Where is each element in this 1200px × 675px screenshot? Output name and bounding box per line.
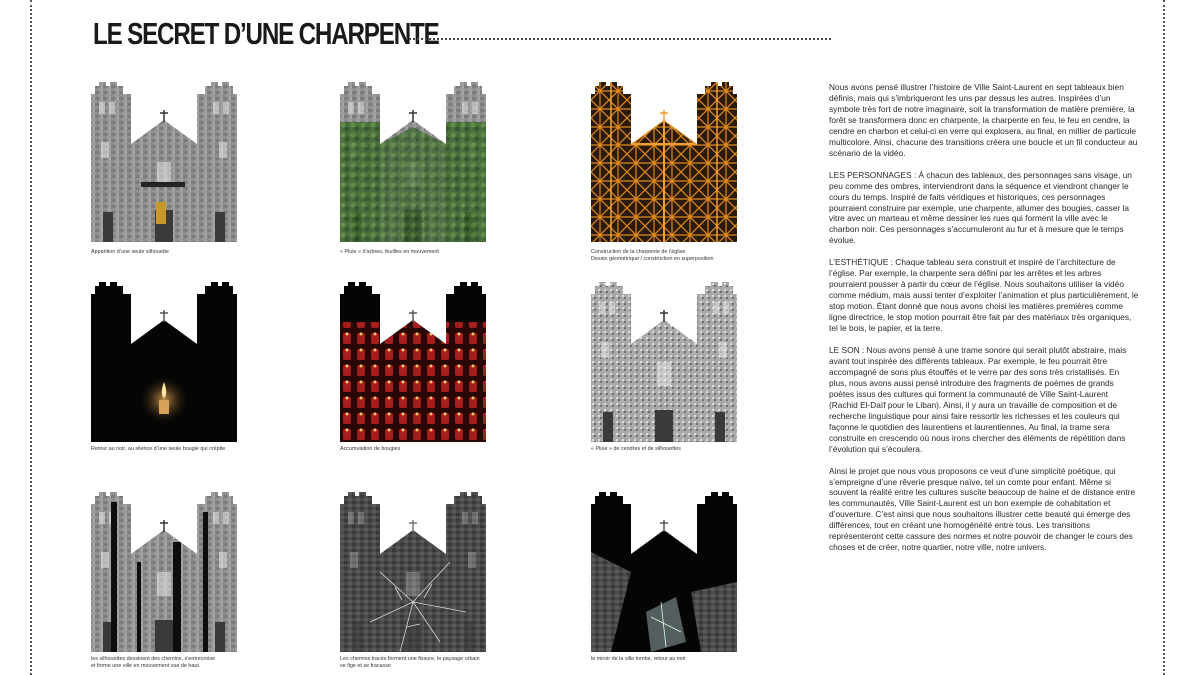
tile-tree-rain [340, 82, 486, 242]
cross-icon [660, 110, 668, 122]
cross-icon [660, 310, 668, 322]
caption-6: « Pluie » de cendres et de silhouettes [591, 446, 681, 452]
cross-icon [660, 520, 668, 532]
cross-icon [409, 110, 417, 122]
left-dotted-border [30, 0, 32, 675]
tile-mirror-falls [591, 492, 737, 652]
paragraph-aesthetic: L’ESTHÉTIQUE : Chaque tableau sera construit et inspiré de l’architecture de l’église. Par exemple, la charpente sera défini par les arrêtes et les arbres pourraient pousser à partir du cœur de l’église. Nous souhaitons utiliser la vidéo comme médium, mais aussi tenter d’exploiter l’animation et plus particulièrement, le stop motion. Étant donné que nous avons choisi les matières premières comme ligne directrice, le stop motion pourrait être fait par des matériaux très organiques, tel le bois, le papier, et la terre. [829, 257, 1139, 334]
church-silhouette-icon [591, 282, 737, 442]
description-column [829, 82, 1139, 564]
church-silhouette-icon [91, 492, 237, 652]
cross-icon [160, 520, 168, 532]
page-title: LE SECRET D’UNE CHARPENTE [93, 16, 439, 51]
tile-single-silhouette [91, 82, 237, 242]
cross-icon [160, 310, 168, 322]
cross-icon [160, 110, 168, 122]
right-dotted-border [1163, 0, 1165, 675]
church-silhouette-icon [91, 282, 237, 442]
caption-7: les silhouettes dessinent des chemins, s’entrecroise et forme une ville en mouvement vue de haut. [91, 656, 216, 669]
paragraph-sound: LE SON : Nous avons pensé à une trame sonore qui serait plutôt abstraire, mais avant tout inspirée des différents tableaux. Par exemple, le feu pourrait être accompagné de sons plus étouffés et le verre par des sons très cristallisés. En plus, nous avons aussi pensé introduire des fragments de poèmes de grands poètes issus des cultures qui forment la communauté de Ville Saint-Laurent (Rachid El-Daïf pour le Liban). Ainsi, il y aura un travaille de composition et de recherche linguistique pour ainsi faire ressortir les richesses et les couleurs qui façonne le quotidien des laurentiens et laurentiennes. Au final, la trame sera construite en crescendo où nous irons chercher des éléments de répétition dans l’évolution qui s’écoulera. [829, 345, 1127, 454]
title-dotted-rule [406, 38, 831, 40]
tile-single-candle [91, 282, 237, 442]
tile-ash-rain [591, 282, 737, 442]
caption-5: Accumulation de bougies [340, 446, 401, 452]
church-silhouette-icon [340, 282, 486, 442]
church-silhouette-icon [591, 82, 737, 242]
paragraph-intro: Nous avons pensé illustrer l’histoire de Ville Saint-Laurent en sept tableaux bien définis, mais qui s’imbriqueront les uns par dessus les autres. Inspirées d’un symbole très fort de notre imaginaire, soit la transformation de matière première, la forêt se transformera donc en charpente, la charpente en feu, le feu en cendre, la cendre en charbon et celui-ci en verre qui explosera, au final, en millier de particule multicolore. Ainsi, chacune des transitions créera une boucle et un fil conducteur au scénario de la vidéo. [829, 82, 1138, 158]
caption-4: Retour au noir, au silence d’une seule bougie qui crépite [91, 446, 226, 452]
tile-roof-frame [591, 82, 737, 242]
caption-2: « Pluie » d’arbres, feuilles en mouvement [340, 249, 439, 255]
caption-9: le miroir de la ville tombe, retour au noir [591, 656, 686, 662]
caption-8: Les chemins tracés forment une fissure, le paysage urbain se fige et se fracasse [340, 656, 480, 669]
caption-3: Construction de la charpente de l’église Dessin géométrique / construction en superposition [591, 249, 714, 262]
church-silhouette-icon [91, 82, 237, 242]
church-silhouette-icon [591, 492, 737, 652]
tile-candles [340, 282, 486, 442]
paragraph-conclusion: Ainsi le projet que nous vous proposons ce veut d’une simplicité poétique, qui s’empreigne d’une rêverie presque naïve, tel un comte pour enfant. Même si souvent la réalité entre les cultures suscite beaucoup de haine et de distance entre les communautés, Ville Saint-Laurent est un bon exemple de cohabitation et d’ouverture. C’est ainsi que nous souhaitons illustrer cette beauté qui émerge des différences, tout en créant une homogénéité entre tous. Les transitions représenteront cette cassure des normes et notre pouvoir de changer le cours des choses et de créer, notre quartier, notre ville, notre univers. [829, 465, 1136, 553]
tile-crack [340, 492, 486, 652]
cross-icon [409, 520, 417, 532]
caption-1: Apparition d’une seule silhouette [91, 249, 169, 255]
paragraph-characters: LES PERSONNAGES : À chacun des tableaux, des personnages sans visage, un peu comme des ombres, interviendront dans la séquence et viendront changer le cours du temps. Inspiré de faits véridiques et historiques, ces personnages pourraient construire par exemple, une charpente, allumer des bougies, casser la vitre avec un marteau et même dessiner les rues qui forment la ville avec le charbon noir. Ces personnages s’accumuleront au fur et à mesure que le temps évolue. [829, 169, 1132, 246]
church-silhouette-icon [340, 82, 486, 242]
church-silhouette-icon [340, 492, 486, 652]
tile-silhouette-paths [91, 492, 237, 652]
cross-icon [409, 310, 417, 322]
